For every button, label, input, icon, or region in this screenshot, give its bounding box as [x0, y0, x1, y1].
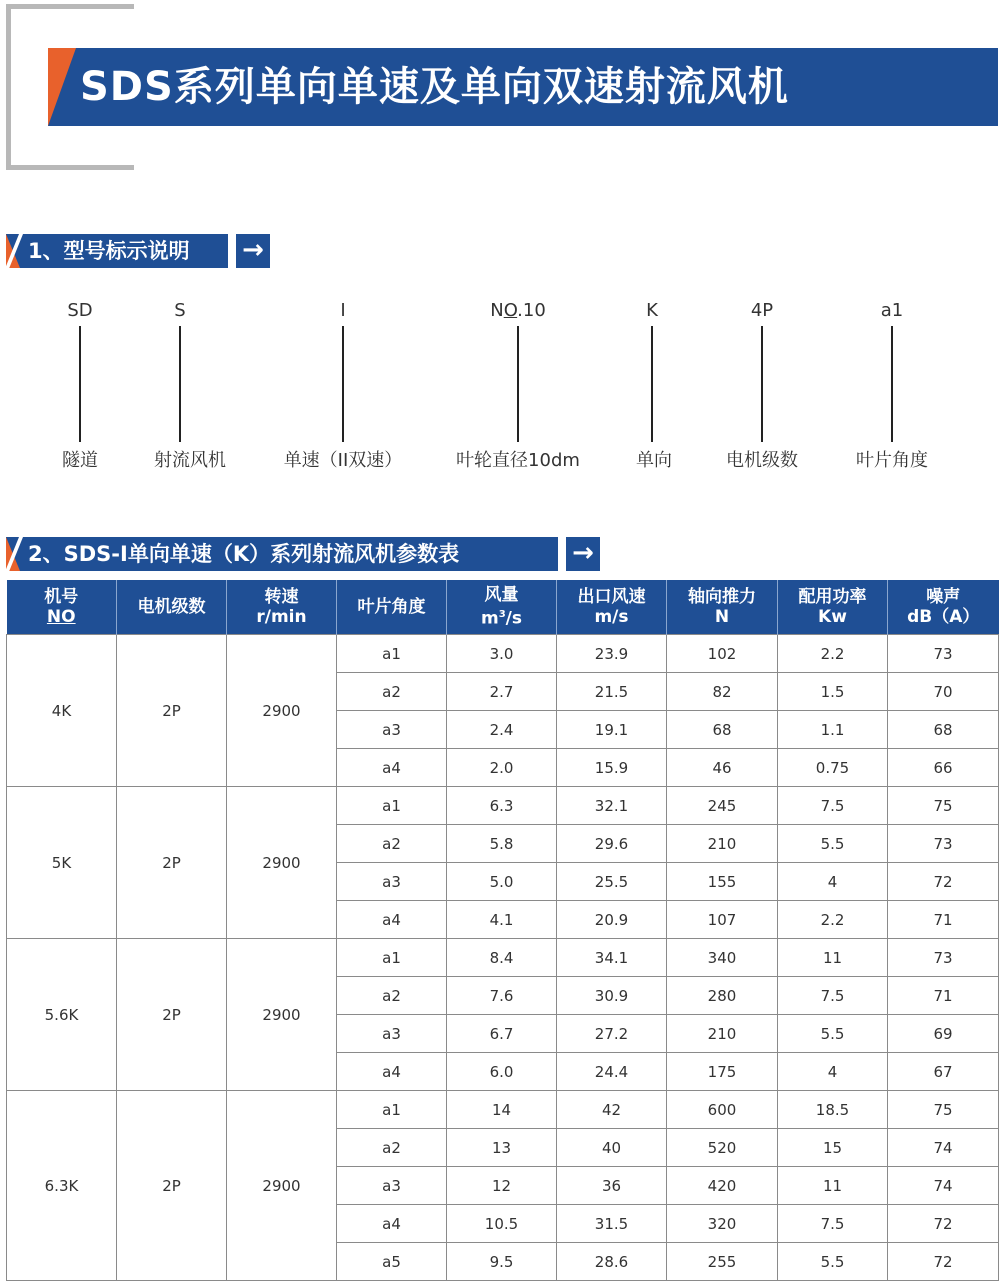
model-desc-impeller: 叶轮直径10dm — [456, 450, 580, 471]
title-accent-stripe — [48, 48, 76, 126]
air-volume-cell: 10.5 — [447, 1205, 557, 1243]
noise-cell: 75 — [888, 787, 999, 825]
blade-angle-cell: a2 — [337, 977, 447, 1015]
air-volume-cell: 13 — [447, 1129, 557, 1167]
axial-thrust-cell: 520 — [667, 1129, 778, 1167]
noise-cell: 70 — [888, 673, 999, 711]
model-desc-speed: 单速（II双速） — [283, 450, 403, 471]
noise-cell: 74 — [888, 1129, 999, 1167]
header-blade-angle: 叶片角度 — [337, 580, 447, 635]
blade-angle-cell: a3 — [337, 1015, 447, 1053]
power-cell: 2.2 — [778, 901, 888, 939]
air-volume-cell: 7.6 — [447, 977, 557, 1015]
blade-angle-cell: a4 — [337, 1053, 447, 1091]
section2-title: 2、SDS-I单向单速（K）系列射流风机参数表 — [28, 542, 460, 566]
diagram-line — [891, 326, 893, 442]
blade-angle-cell: a1 — [337, 635, 447, 673]
table-header-row — [7, 580, 999, 635]
air-volume-cell: 5.8 — [447, 825, 557, 863]
air-volume-cell: 4.1 — [447, 901, 557, 939]
header-speed: 转速 r/min — [227, 580, 337, 635]
blade-angle-cell: a1 — [337, 787, 447, 825]
model-code-sd: SD — [67, 300, 93, 321]
motor-poles-cell: 2P — [117, 787, 227, 939]
axial-thrust-cell: 245 — [667, 787, 778, 825]
noise-cell: 69 — [888, 1015, 999, 1053]
axial-thrust-cell: 102 — [667, 635, 778, 673]
noise-cell: 71 — [888, 901, 999, 939]
axial-thrust-cell: 155 — [667, 863, 778, 901]
section1-title: 1、型号标示说明 — [28, 239, 190, 263]
noise-cell: 73 — [888, 939, 999, 977]
axial-thrust-cell: 280 — [667, 977, 778, 1015]
outlet-velocity-cell: 40 — [557, 1129, 667, 1167]
air-volume-cell: 2.0 — [447, 749, 557, 787]
noise-cell: 71 — [888, 977, 999, 1015]
outlet-velocity-cell: 31.5 — [557, 1205, 667, 1243]
power-cell: 5.5 — [778, 1015, 888, 1053]
diagram-line — [651, 326, 653, 442]
diagram-line — [179, 326, 181, 442]
blade-angle-cell: a5 — [337, 1243, 447, 1281]
header-air-volume: 风量 $m^3/s$ — [447, 580, 557, 635]
model-code-a1: a1 — [880, 300, 904, 321]
blade-angle-cell: a2 — [337, 1129, 447, 1167]
model-desc-tunnel: 隧道 — [62, 450, 98, 471]
model-desc-poles: 电机级数 — [726, 450, 798, 471]
noise-cell: 72 — [888, 863, 999, 901]
air-volume-cell: 2.7 — [447, 673, 557, 711]
axial-thrust-cell: 46 — [667, 749, 778, 787]
noise-cell: 66 — [888, 749, 999, 787]
table-row — [7, 939, 999, 977]
outlet-velocity-cell: 20.9 — [557, 901, 667, 939]
machine-no-cell: 6.3K — [7, 1091, 117, 1281]
machine-no-cell: 5K — [7, 787, 117, 939]
outlet-velocity-cell: 19.1 — [557, 711, 667, 749]
blade-angle-cell: a3 — [337, 711, 447, 749]
speed-cell: 2900 — [227, 939, 337, 1091]
motor-poles-cell: 2P — [117, 939, 227, 1091]
table-body — [7, 635, 999, 1281]
header-axial-thrust: 轴向推力 N — [667, 580, 778, 635]
page-title: SDS系列单向单速及单向双速射流风机 — [80, 64, 789, 110]
model-code-no-suffix: .10 — [517, 300, 546, 321]
header-power: 配用功率 Kw — [778, 580, 888, 635]
header-motor-poles: 电机级数 — [117, 580, 227, 635]
power-cell: 7.5 — [778, 977, 888, 1015]
model-desc-blade-angle: 叶片角度 — [856, 450, 928, 471]
outlet-velocity-cell: 25.5 — [557, 863, 667, 901]
power-cell: 11 — [778, 939, 888, 977]
motor-poles-cell: 2P — [117, 635, 227, 787]
model-desc-jet-fan: 射流风机 — [154, 450, 226, 471]
blade-angle-cell: a3 — [337, 1167, 447, 1205]
table-row — [7, 635, 999, 673]
arrow-right-icon: → — [566, 537, 600, 571]
model-desc-direction: 单向 — [636, 450, 672, 471]
model-code-no-prefix: N — [490, 300, 504, 321]
model-code-i: I — [340, 300, 346, 321]
model-code-4p: 4P — [750, 300, 774, 321]
noise-cell: 72 — [888, 1205, 999, 1243]
model-code-no-underline: O — [503, 300, 518, 321]
power-cell: 1.5 — [778, 673, 888, 711]
axial-thrust-cell: 175 — [667, 1053, 778, 1091]
outlet-velocity-cell: 34.1 — [557, 939, 667, 977]
noise-cell: 67 — [888, 1053, 999, 1091]
outlet-velocity-cell: 28.6 — [557, 1243, 667, 1281]
air-volume-cell: 9.5 — [447, 1243, 557, 1281]
axial-thrust-cell: 340 — [667, 939, 778, 977]
noise-cell: 73 — [888, 825, 999, 863]
machine-no-cell: 5.6K — [7, 939, 117, 1091]
axial-thrust-cell: 420 — [667, 1167, 778, 1205]
noise-cell: 72 — [888, 1243, 999, 1281]
power-cell: 4 — [778, 1053, 888, 1091]
machine-no-cell: 4K — [7, 635, 117, 787]
blade-angle-cell: a3 — [337, 863, 447, 901]
diagram-line — [517, 326, 519, 442]
air-volume-cell: 3.0 — [447, 635, 557, 673]
air-volume-cell: 12 — [447, 1167, 557, 1205]
diagram-line — [761, 326, 763, 442]
noise-cell: 75 — [888, 1091, 999, 1129]
power-cell: 2.2 — [778, 635, 888, 673]
parameter-table — [6, 580, 999, 1281]
power-cell: 0.75 — [778, 749, 888, 787]
axial-thrust-cell: 68 — [667, 711, 778, 749]
axial-thrust-cell: 320 — [667, 1205, 778, 1243]
air-volume-cell: 14 — [447, 1091, 557, 1129]
diagram-line — [342, 326, 344, 442]
outlet-velocity-cell: 21.5 — [557, 673, 667, 711]
blade-angle-cell: a4 — [337, 1205, 447, 1243]
axial-thrust-cell: 210 — [667, 1015, 778, 1053]
power-cell: 5.5 — [778, 825, 888, 863]
outlet-velocity-cell: 29.6 — [557, 825, 667, 863]
power-cell: 7.5 — [778, 1205, 888, 1243]
power-cell: 4 — [778, 863, 888, 901]
header-machine-no: 机号 NO — [7, 580, 117, 635]
speed-cell: 2900 — [227, 787, 337, 939]
axial-thrust-cell: 107 — [667, 901, 778, 939]
blade-angle-cell: a4 — [337, 749, 447, 787]
blade-angle-cell: a1 — [337, 1091, 447, 1129]
blade-angle-cell: a2 — [337, 825, 447, 863]
power-cell: 7.5 — [778, 787, 888, 825]
outlet-velocity-cell: 27.2 — [557, 1015, 667, 1053]
outlet-velocity-cell: 42 — [557, 1091, 667, 1129]
outlet-velocity-cell: 36 — [557, 1167, 667, 1205]
air-volume-cell: 6.7 — [447, 1015, 557, 1053]
model-code-no — [490, 300, 546, 321]
air-volume-cell: 6.0 — [447, 1053, 557, 1091]
outlet-velocity-cell: 24.4 — [557, 1053, 667, 1091]
outlet-velocity-cell: 30.9 — [557, 977, 667, 1015]
header-outlet-velocity: 出口风速 m/s — [557, 580, 667, 635]
power-cell: 11 — [778, 1167, 888, 1205]
outlet-velocity-cell: 15.9 — [557, 749, 667, 787]
blade-angle-cell: a1 — [337, 939, 447, 977]
blade-angle-cell: a2 — [337, 673, 447, 711]
outlet-velocity-cell: 32.1 — [557, 787, 667, 825]
power-cell: 15 — [778, 1129, 888, 1167]
noise-cell: 73 — [888, 635, 999, 673]
header-noise: 噪声 dB（A） — [888, 580, 999, 635]
noise-cell: 74 — [888, 1167, 999, 1205]
noise-cell: 68 — [888, 711, 999, 749]
air-volume-cell: 6.3 — [447, 787, 557, 825]
arrow-right-icon: → — [236, 234, 270, 268]
air-volume-cell: 8.4 — [447, 939, 557, 977]
axial-thrust-cell: 210 — [667, 825, 778, 863]
motor-poles-cell: 2P — [117, 1091, 227, 1281]
model-code-k: K — [646, 300, 658, 321]
axial-thrust-cell: 255 — [667, 1243, 778, 1281]
power-cell: 18.5 — [778, 1091, 888, 1129]
diagram-line — [79, 326, 81, 442]
table-row — [7, 787, 999, 825]
outlet-velocity-cell: 23.9 — [557, 635, 667, 673]
table-row — [7, 1091, 999, 1129]
speed-cell: 2900 — [227, 635, 337, 787]
power-cell: 5.5 — [778, 1243, 888, 1281]
air-volume-cell: 2.4 — [447, 711, 557, 749]
model-code-s: S — [174, 300, 186, 321]
power-cell: 1.1 — [778, 711, 888, 749]
speed-cell: 2900 — [227, 1091, 337, 1281]
air-volume-cell: 5.0 — [447, 863, 557, 901]
axial-thrust-cell: 82 — [667, 673, 778, 711]
axial-thrust-cell: 600 — [667, 1091, 778, 1129]
blade-angle-cell: a4 — [337, 901, 447, 939]
